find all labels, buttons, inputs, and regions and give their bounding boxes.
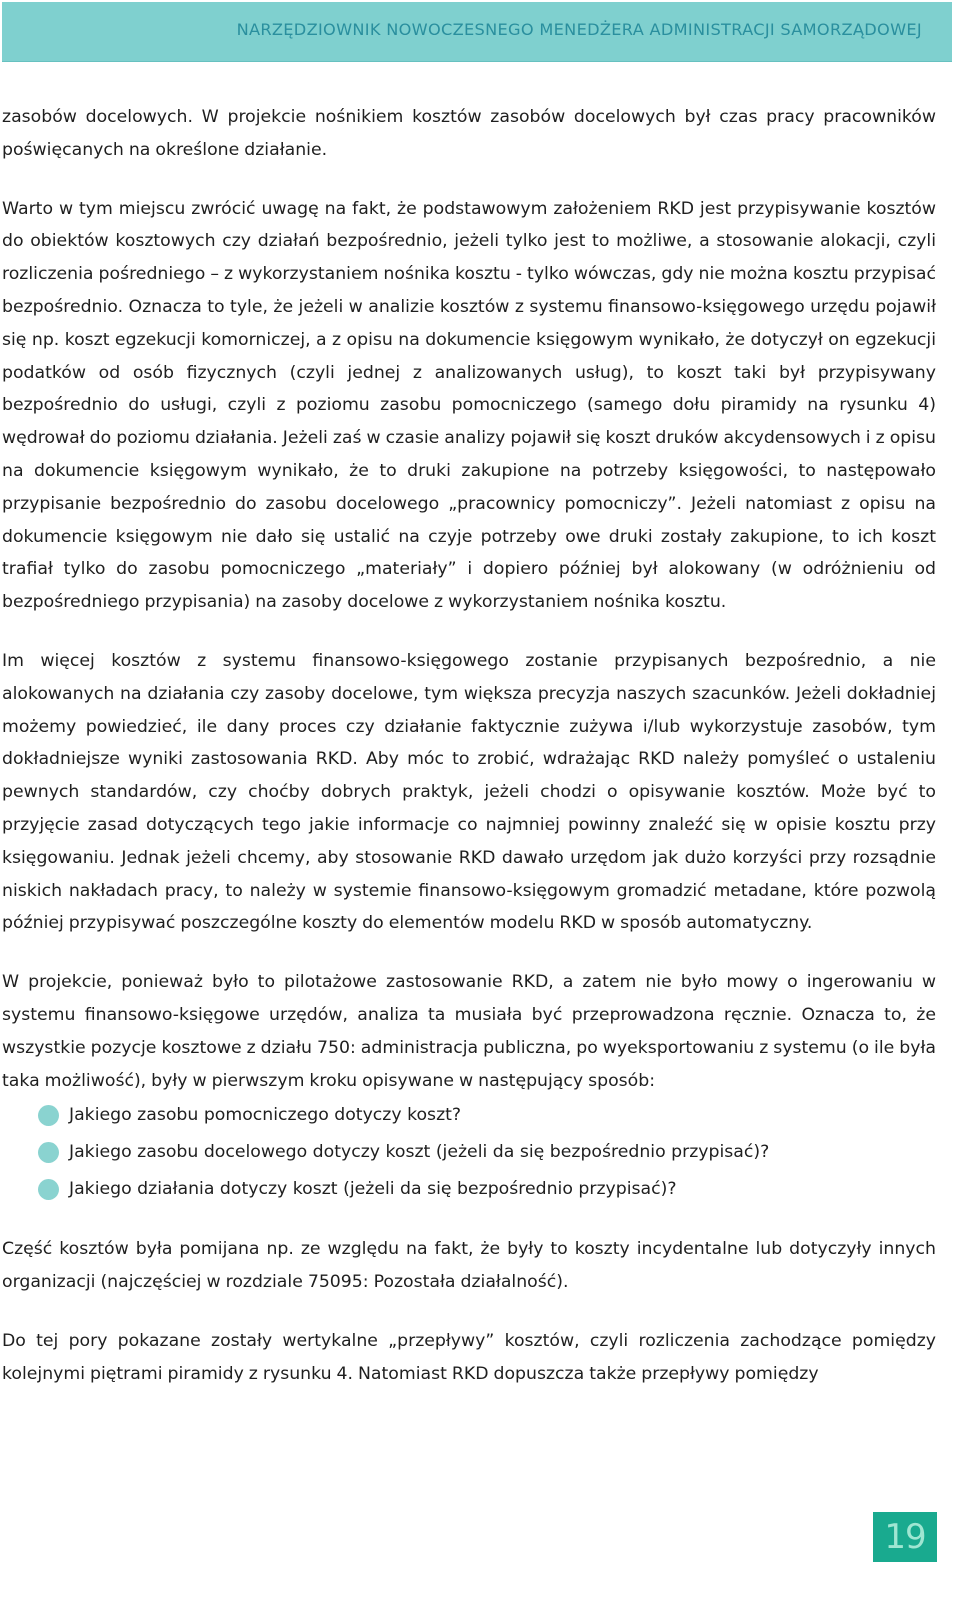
list-item-text: Jakiego zasobu docelowego dotyczy koszt (jeżeli da się bezpośrednio przypisać)? — [69, 1142, 770, 1163]
paragraph-5: Część kosztów była pomijana np. ze względu na fakt, że były to koszty incydentalne lub dotyczyły innych organizacji (najczęściej w rozdziale 75095: Pozostała działalność). — [2, 1239, 936, 1293]
header-title: NARZĘDZIOWNIK NOWOCZESNEGO MENEDŻERA ADMINISTRACJI SAMORZĄDOWEJ — [236, 20, 922, 39]
list-item — [2, 1097, 936, 1134]
list-item-text: Jakiego działania dotyczy koszt (jeżeli da się bezpośrednio przypisać)? — [69, 1178, 677, 1199]
list-item — [2, 1134, 936, 1171]
page-body — [2, 101, 936, 1417]
bullet-dot-icon — [38, 1105, 59, 1126]
list-item — [2, 1171, 936, 1208]
paragraph-6: Do tej pory pokazane zostały wertykalne „przepływy” kosztów, czyli rozliczenia zachodzące pomiędzy kolejnymi piętrami piramidy z rysunku 4. Natomiast RKD dopuszcza także przepływy pomiędzy — [2, 1331, 936, 1384]
bullet-dot-icon — [38, 1179, 59, 1200]
paragraph-4: W projekcie, ponieważ było to pilotażowe zastosowanie RKD, a zatem nie było mowy o ingerowaniu w systemu finansowo-księgowe urzędów, analiza ta musiała być przeprowadzona ręcznie. Oznacza to, że wszystkie pozycje kosztowe z działu 750: administracja publiczna, po wyeksportowaniu z systemu (o ile była taka możliwość), były w pierwszym kroku opisywane w następujący sposób: — [2, 972, 936, 1091]
paragraph-1: zasobów docelowych. W projekcie nośnikiem kosztów zasobów docelowych był czas pracy pracowników poświęcanych na określone działanie. — [2, 107, 936, 160]
bullet-dot-icon — [38, 1142, 59, 1163]
page-number-badge — [873, 1512, 937, 1562]
paragraph-2: Warto w tym miejscu zwrócić uwagę na fakt, że podstawowym założeniem RKD jest przypisywanie kosztów do obiektów kosztowych czy działań bezpośrednio, jeżeli tylko jest to możliwe, a stosowanie alokacji, czyli rozliczenia pośredniego – z wykorzystaniem nośnika kosztu - tylko wówczas, gdy nie można kosztu przypisać bezpośrednio. Oznacza to tyle, że jeżeli w analizie kosztów z systemu finansowo-księgowego urzędu pojawił się np. koszt egzekucji komorniczej, a z opisu na dokumencie księgowym wynikało, że dotyczył on egzekucji podatków od osób fizycznych (czyli jednej z analizowanych usług), to koszt taki był przypisywany bezpośrednio do usługi, czyli z poziomu zasobu pomocniczego (samego dołu piramidy na rysunku 4) wędrował do poziomu działania. Jeżeli zaś w czasie analizy pojawił się koszt druków akcydensowych i z opisu na dokumencie księgowym wynikało, że to druki zakupione na potrzeby księgowości, to następowało przypisanie bezpośrednio do zasobu docelowego „pracownicy pomocniczy”. Jeżeli natomiast z opisu na dokumencie księgowym nie dało się ustalić na czyje potrzeby owe druki zostały zakupione, to ich koszt trafiał tylko do zasobu pomocniczego „materiały” i dopiero później był alokowany (w odróżnieniu od bezpośredniego przypisania) na zasoby docelowe z wykorzystaniem nośnika kosztu. — [2, 198, 936, 613]
list-item-text: Jakiego zasobu pomocniczego dotyczy koszt? — [69, 1105, 462, 1126]
question-list — [2, 1097, 936, 1207]
page-number: 19 — [884, 1517, 926, 1557]
paragraph-3: Im więcej kosztów z systemu finansowo-księgowego zostanie przypisanych bezpośrednio, a nie alokowanych na działania czy zasoby docelowe, tym większa precyzja naszych szacunków. Jeżeli dokładniej możemy powiedzieć, ile dany proces czy działanie faktycznie zużywa i/lub wykorzystuje zasobów, tym dokładniejsze wyniki zastosowania RKD. Aby móc to zrobić, wdrażając RKD należy pomyśleć o ustaleniu pewnych standardów, czy choćby dobrych praktyk, jeżeli chodzi o opisywanie kosztów. Może być to przyjęcie zasad dotyczących tego jakie informacje co najmniej powinny znaleźć się w opisie kosztu przy księgowaniu. Jednak jeżeli chcemy, aby stosowanie RKD dawało urzędom jak dużo korzyści przy rozsądnie niskich nakładach pracy, to należy w systemie finansowo-księgowym gromadzić metadane, które pozwolą później przypisywać poszczególne koszty do elementów modelu RKD w sposób automatyczny. — [2, 650, 936, 934]
running-header — [2, 2, 952, 62]
